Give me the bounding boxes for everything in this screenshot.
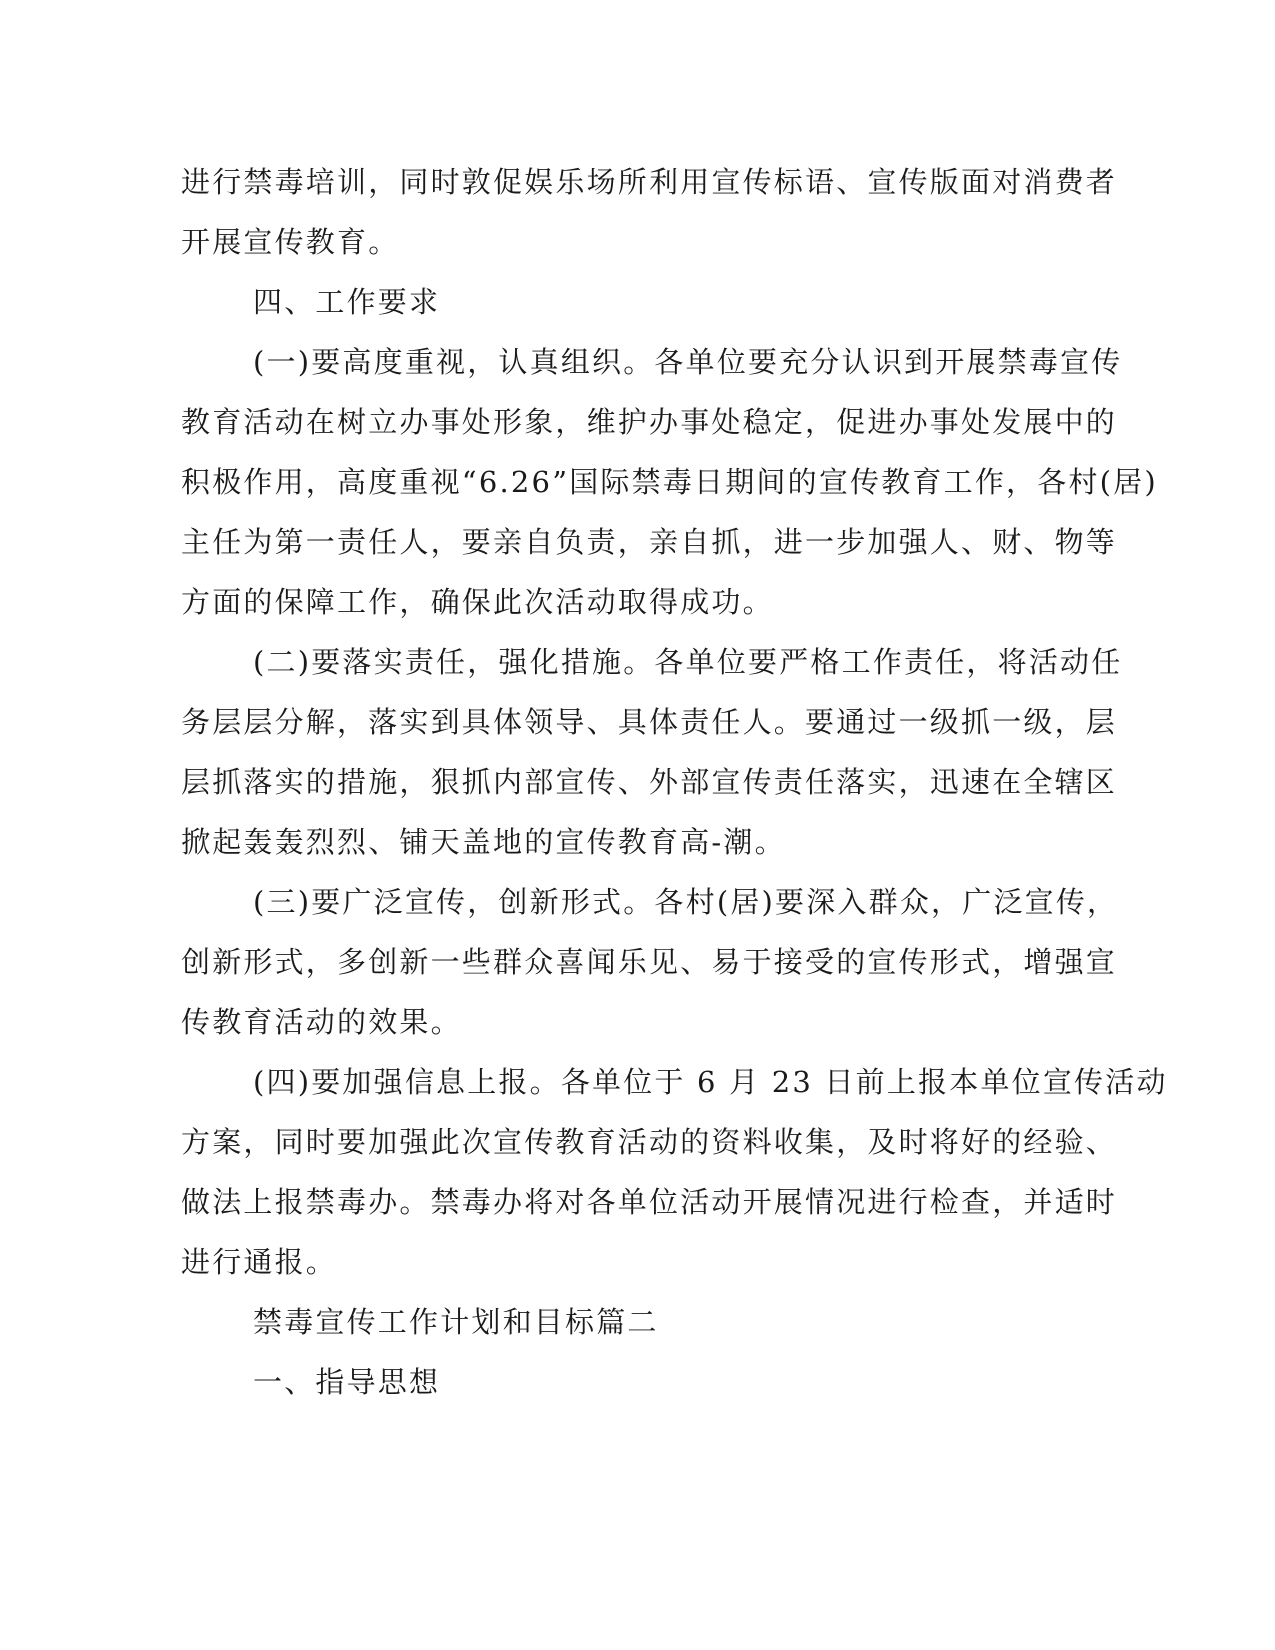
paragraph-start-line: (四)要加强信息上报。各单位于 6 月 23 日前上报本单位宣传活动 bbox=[253, 1065, 1168, 1099]
body-text-line: 教育活动在树立办事处形象，维护办事处稳定，促进办事处发展中的 bbox=[181, 405, 1118, 439]
body-text-line: 传教育活动的效果。 bbox=[181, 1005, 462, 1039]
body-text-line: 主任为第一责任人，要亲自负责，亲自抓，进一步加强人、财、物等 bbox=[181, 525, 1118, 559]
body-text-line: 务层层分解，落实到具体领导、具体责任人。要通过一级抓一级，层 bbox=[181, 705, 1118, 739]
paragraph-start-line: (一)要高度重视，认真组织。各单位要充分认识到开展禁毒宣传 bbox=[253, 345, 1123, 379]
body-text-line: 做法上报禁毒办。禁毒办将对各单位活动开展情况进行检查，并适时 bbox=[181, 1185, 1118, 1219]
section-heading: 四、工作要求 bbox=[253, 285, 441, 319]
body-text-line: 创新形式，多创新一些群众喜闻乐见、易于接受的宣传形式，增强宣 bbox=[181, 945, 1118, 979]
section-heading: 一、指导思想 bbox=[253, 1365, 441, 1399]
body-text-line: 开展宣传教育。 bbox=[181, 225, 400, 259]
body-text-line: 进行禁毒培训，同时敦促娱乐场所利用宣传标语、宣传版面对消费者 bbox=[181, 165, 1118, 199]
body-text-line: 掀起轰轰烈烈、铺天盖地的宣传教育高-潮。 bbox=[181, 825, 786, 859]
body-text-line: 进行通报。 bbox=[181, 1245, 338, 1279]
body-text-line: 方面的保障工作，确保此次活动取得成功。 bbox=[181, 585, 774, 619]
body-text-line: 积极作用，高度重视“6.26”国际禁毒日期间的宣传教育工作，各村(居) bbox=[181, 465, 1158, 499]
article-title: 禁毒宣传工作计划和目标篇二 bbox=[253, 1305, 659, 1339]
document-page bbox=[181, 152, 1168, 1412]
paragraph-start-line: (三)要广泛宣传，创新形式。各村(居)要深入群众，广泛宣传， bbox=[253, 885, 1119, 919]
paragraph-start-line: (二)要落实责任，强化措施。各单位要严格工作责任，将活动任 bbox=[253, 645, 1123, 679]
body-text-line: 方案，同时要加强此次宣传教育活动的资料收集，及时将好的经验、 bbox=[181, 1125, 1118, 1159]
body-text-line: 层抓落实的措施，狠抓内部宣传、外部宣传责任落实，迅速在全辖区 bbox=[181, 765, 1118, 799]
